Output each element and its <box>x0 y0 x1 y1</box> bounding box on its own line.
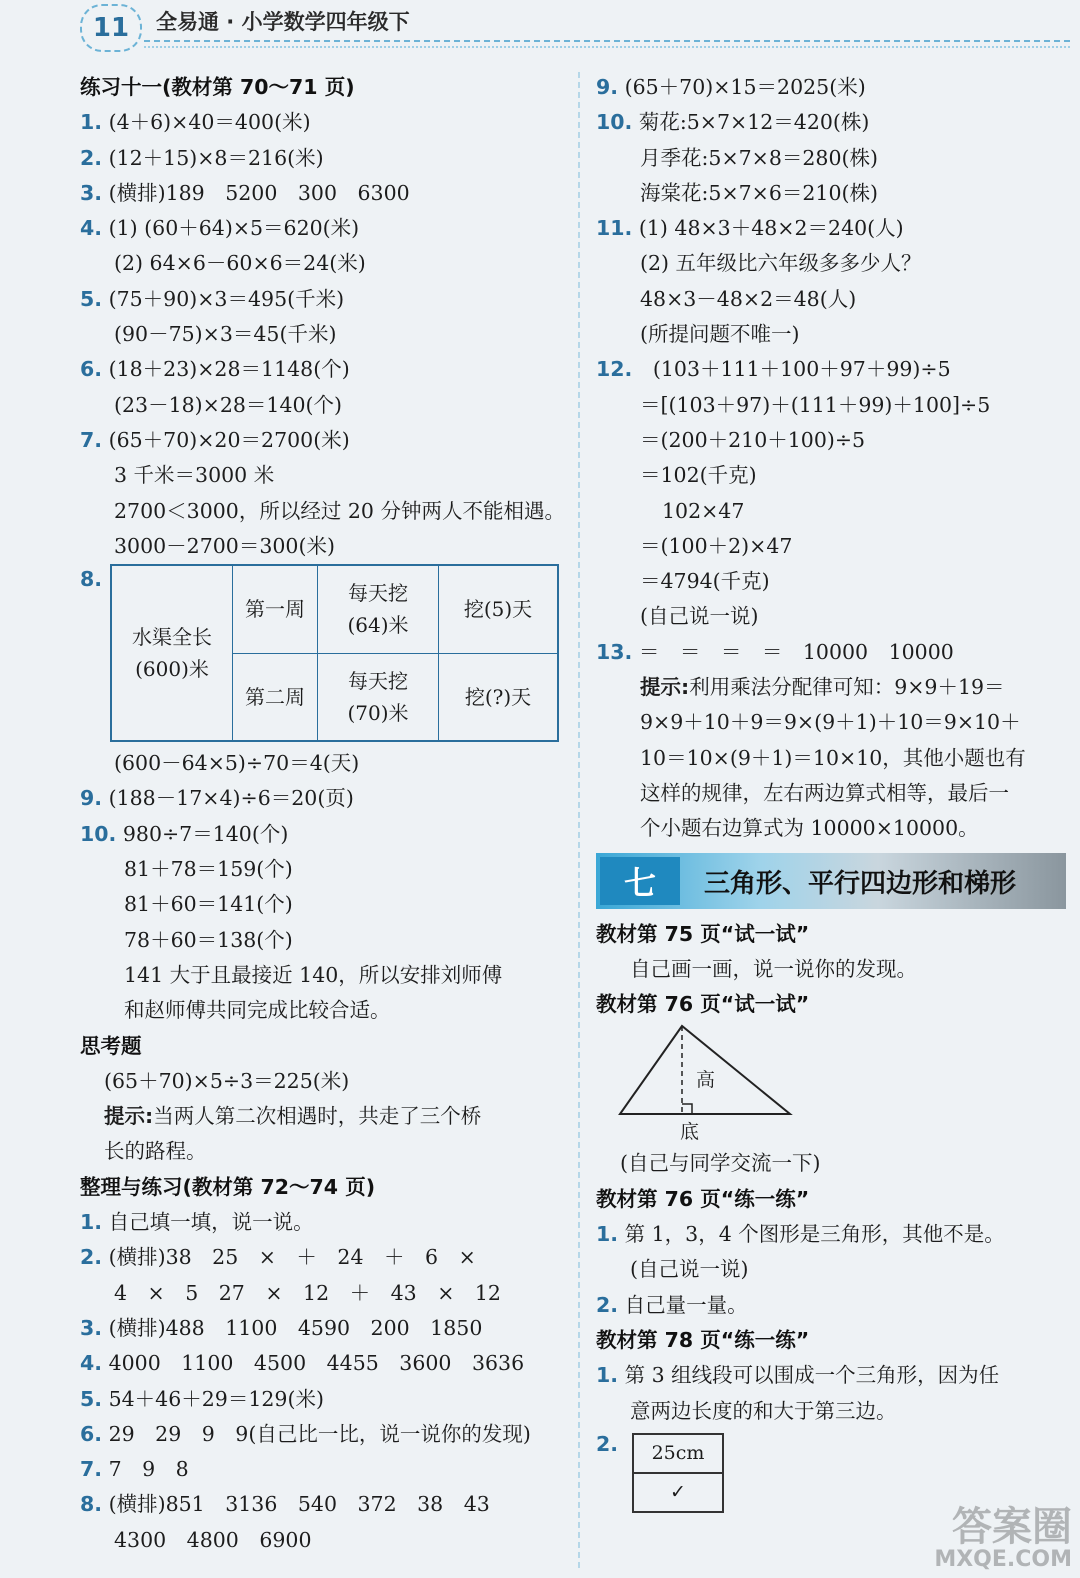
section-heading: 教材第 76 页“试一试” <box>596 992 810 1017</box>
answer-text: (横排)38 25 × ＋ 24 ＋ 6 × <box>108 1245 476 1270</box>
answer-7: 7. (65＋70)×20＝2700(米) <box>80 427 350 452</box>
answer-text: (1) 48×3＋48×2＝240(人) <box>638 216 904 241</box>
answer-10-line3: 81＋60＝141(个) <box>124 892 293 917</box>
exercise-2: 2. 25cm ✓ <box>596 1429 1066 1511</box>
review-3: 3. (横排)488 1100 4590 200 1850 <box>80 1315 483 1340</box>
practice-2: 2. 自己量一量。 <box>596 1292 748 1317</box>
answer-text: (18＋23)×28＝1148(个) <box>108 357 350 382</box>
answer-8-solution: (600－64×5)÷70＝4(天) <box>114 751 360 776</box>
answer-4: 4. (1) (60＋64)×5＝620(米) <box>80 216 360 241</box>
answer-text: (横排)488 1100 4590 200 1850 <box>108 1315 483 1340</box>
try-76-answer: (自己与同学交流一下) <box>620 1151 821 1176</box>
think-hint-line2: 长的路程。 <box>104 1139 207 1164</box>
answer-7-line3: 2700＜3000，所以经过 20 分钟两人不能相遇。 <box>114 498 565 523</box>
week1-days-cell: 挖(5)天 <box>439 565 559 653</box>
watermark-text: 答案圈 <box>952 1504 1072 1550</box>
page-header <box>0 0 1080 56</box>
answer-text: 980÷7＝140(个) <box>122 821 289 846</box>
triangle-figure <box>596 1022 1066 1146</box>
week2-rate: (70)米 <box>347 700 409 725</box>
week1-cell: 第一周 <box>233 565 318 653</box>
header-rule <box>144 40 1070 42</box>
answer-8: 8. 水渠全长 (600)米 第一周 每天挖 (64)米 挖(5)天 第二周 每天挖 (70)米 挖(?)天 <box>80 564 560 746</box>
answer-12-line2: ＝[(103＋97)＋(111＋99)＋100]÷5 <box>640 392 991 417</box>
answer-text: (1) (60＋64)×5＝620(米) <box>108 216 360 241</box>
review-1: 1. 自己填一填，说一说。 <box>80 1210 314 1235</box>
answer-text: (65＋70)×20＝2700(米) <box>108 427 350 452</box>
watermark-url: MXQE.COM <box>934 1547 1072 1572</box>
answer-9: 9. (188－17×4)÷6＝20(页) <box>80 786 354 811</box>
answer-11-line4: (所提问题不唯一) <box>640 322 800 347</box>
answer-4-part2: (2) 64×6－60×6＝24(米) <box>114 251 366 276</box>
answer-text: 自己量一量。 <box>624 1292 748 1317</box>
answer-text: 29 29 9 9(自己比一比，说一说你的发现) <box>108 1421 531 1446</box>
answer-12-line3: ＝(200＋210＋100)÷5 <box>640 427 866 452</box>
answer-13-hint-line2: 9×9＋10＋9＝9×(9＋1)＋10＝9×10＋ <box>640 710 1021 735</box>
answer-text: (12＋15)×8＝216(米) <box>108 145 324 170</box>
answer-text: (188－17×4)÷6＝20(页) <box>108 786 354 811</box>
review-5: 5. 54＋46＋29＝129(米) <box>80 1386 324 1411</box>
height-label: 高 <box>696 1069 716 1092</box>
practice-1: 1. 第 1，3，4 个图形是三角形，其他不是。 <box>596 1222 1005 1247</box>
answer-10-line2: 81＋78＝159(个) <box>124 857 293 882</box>
answer-11: 11. (1) 48×3＋48×2＝240(人) <box>596 216 904 241</box>
answer-6-line2: (23－18)×28＝140(个) <box>114 392 343 417</box>
canal-total-value: (600)米 <box>135 657 209 682</box>
answer-13-hint <box>596 670 1066 705</box>
review-8: 8. (横排)851 3136 540 372 38 43 <box>80 1492 490 1517</box>
unit-banner <box>596 853 1066 909</box>
answer-text: 自己填一填，说一说。 <box>108 1210 314 1235</box>
canal-total-cell <box>111 565 233 741</box>
answer-text: (75＋90)×3＝495(千米) <box>108 286 345 311</box>
answer-2: 2. (12＋15)×8＝216(米) <box>80 145 324 170</box>
answer-12-line7: ＝4794(千克) <box>640 569 770 594</box>
think-heading: 思考题 <box>80 1033 142 1058</box>
section-heading: 教材第 75 页“试一试” <box>596 921 810 946</box>
hint-label: 提示: <box>640 675 690 700</box>
canal-total-label: 水渠全长 <box>132 625 212 650</box>
week1-rate-cell <box>318 565 439 653</box>
answer-12: 12. (103＋111＋100＋97＋99)÷5 <box>596 357 951 382</box>
hint-text: 利用乘法分配律可知：9×9＋19＝ <box>689 675 1005 700</box>
review-7: 7. 7 9 8 <box>80 1457 189 1482</box>
answer-10: 10. 980÷7＝140(个) <box>80 821 289 846</box>
answer-9: 9. (65＋70)×15＝2025(米) <box>596 75 866 99</box>
practice-1-line2: (自己说一说) <box>630 1257 749 1282</box>
measure-box <box>632 1433 724 1513</box>
answer-text: 第 3 组线段可以围成一个三角形，因为任 <box>624 1363 1000 1388</box>
answer-10: 10. 菊花:5×7×12＝420(株) <box>596 110 870 135</box>
week2-cell: 第二周 <box>233 653 318 741</box>
answer-3: 3. (横排)189 5200 300 6300 <box>80 180 410 205</box>
canal-table <box>110 564 559 742</box>
right-column <box>596 70 1066 1511</box>
answer-13-hint-line4: 这样的规律，左右两边算式相等，最后一 <box>640 780 1009 805</box>
section-heading: 练习十一(教材第 70～71 页) <box>80 75 355 99</box>
answer-10-line5: 141 大于且最接近 140，所以安排刘师傅 <box>124 962 503 987</box>
answer-text: 7 9 8 <box>108 1457 189 1482</box>
base-label: 底 <box>680 1121 700 1144</box>
column-divider <box>578 72 580 1568</box>
exercise-1: 1. 第 3 组线段可以围成一个三角形，因为任 <box>596 1363 1000 1388</box>
week1-rate: (64)米 <box>347 613 409 638</box>
answer-11-line2: (2) 五年级比六年级多多少人？ <box>640 251 922 276</box>
answer-13-hint-line5: 个小题右边算式为 10000×10000。 <box>640 816 979 841</box>
page-number: 11 <box>80 4 142 52</box>
header-rule-dotted <box>144 46 1070 48</box>
answer-7-line2: 3 千米＝3000 米 <box>114 463 275 488</box>
answer-text: ＝ ＝ ＝ ＝ 10000 10000 <box>638 639 954 664</box>
week2-rate-cell <box>318 653 439 741</box>
answer-5-line2: (90－75)×3＝45(千米) <box>114 322 337 347</box>
answer-12-line5: 102×47 <box>662 498 745 523</box>
answer-12-line6: ＝(100＋2)×47 <box>640 533 793 558</box>
hint-text: 当两人第二次相遇时，共走了三个桥 <box>153 1104 482 1129</box>
think-hint <box>80 1099 560 1134</box>
hint-label: 提示: <box>104 1104 154 1129</box>
answer-10-line3: 海棠花:5×7×6＝210(株) <box>640 180 879 205</box>
review-6: 6. 29 29 9 9(自己比一比，说一说你的发现) <box>80 1421 531 1446</box>
section-heading: 整理与练习(教材第 72～74 页) <box>80 1174 376 1199</box>
answer-text: (横排)851 3136 540 372 38 43 <box>108 1492 490 1517</box>
watermark-logo <box>904 1502 1072 1572</box>
try-75-answer: 自己画一画，说一说你的发现。 <box>630 956 917 981</box>
book-title: 全易通 · 小学数学四年级下 <box>156 10 410 34</box>
answer-text: (4＋6)×40＝400(米) <box>108 110 311 135</box>
answer-12-line8: (自己说一说) <box>640 604 759 629</box>
answer-text: (103＋111＋100＋97＋99)÷5 <box>652 357 951 382</box>
think-answer: (65＋70)×5÷3＝225(米) <box>104 1068 350 1093</box>
answer-6: 6. (18＋23)×28＝1148(个) <box>80 357 350 382</box>
triangle-diagram <box>596 1022 796 1146</box>
daily-label: 每天挖 <box>348 581 408 606</box>
right-angle-mark <box>682 1104 692 1114</box>
measure-box-length: 25cm <box>651 1442 705 1465</box>
answer-text: (65＋70)×15＝2025(米) <box>624 75 866 99</box>
answer-13: 13. ＝ ＝ ＝ ＝ 10000 10000 <box>596 639 954 664</box>
answer-5: 5. (75＋90)×3＝495(千米) <box>80 286 345 311</box>
daily-label: 每天挖 <box>348 668 408 693</box>
review-2-line2: 4 × 5 27 × 12 ＋ 43 × 12 <box>114 1280 501 1305</box>
check-icon: ✓ <box>634 1472 722 1511</box>
answer-12-line4: ＝102(千克) <box>640 463 757 488</box>
week2-days-cell: 挖(?)天 <box>439 653 559 741</box>
answer-11-line3: 48×3－48×2＝48(人) <box>640 286 857 311</box>
left-column <box>80 70 565 1558</box>
answer-text: (横排)189 5200 300 6300 <box>108 180 410 205</box>
unit-number-badge: 七 <box>600 857 680 905</box>
answer-7-line4: 3000－2700＝300(米) <box>114 533 335 558</box>
review-4: 4. 4000 1100 4500 4455 3600 3636 <box>80 1351 525 1376</box>
section-heading: 教材第 76 页“练一练” <box>596 1186 810 1211</box>
section-heading: 教材第 78 页“练一练” <box>596 1327 810 1352</box>
answer-1: 1. (4＋6)×40＝400(米) <box>80 110 311 135</box>
answer-text: 4000 1100 4500 4455 3600 3636 <box>108 1351 525 1376</box>
answer-13-hint-line3: 10＝10×(9＋1)＝10×10，其他小题也有 <box>640 745 1026 770</box>
exercise-1-line2: 意两边长度的和大于第三边。 <box>630 1398 897 1423</box>
answer-10-line6: 和赵师傅共同完成比较合适。 <box>124 998 391 1023</box>
answer-10-line2: 月季花:5×7×8＝280(株) <box>640 145 879 170</box>
unit-title: 三角形、平行四边形和梯形 <box>704 868 1017 899</box>
review-2: 2. (横排)38 25 × ＋ 24 ＋ 6 × <box>80 1245 476 1270</box>
answer-text: 菊花:5×7×12＝420(株) <box>638 110 870 135</box>
answer-text: 54＋46＋29＝129(米) <box>108 1386 324 1411</box>
answer-text: 第 1，3，4 个图形是三角形，其他不是。 <box>624 1222 1005 1247</box>
review-8-line2: 4300 4800 6900 <box>114 1527 312 1552</box>
answer-10-line4: 78＋60＝138(个) <box>124 927 293 952</box>
